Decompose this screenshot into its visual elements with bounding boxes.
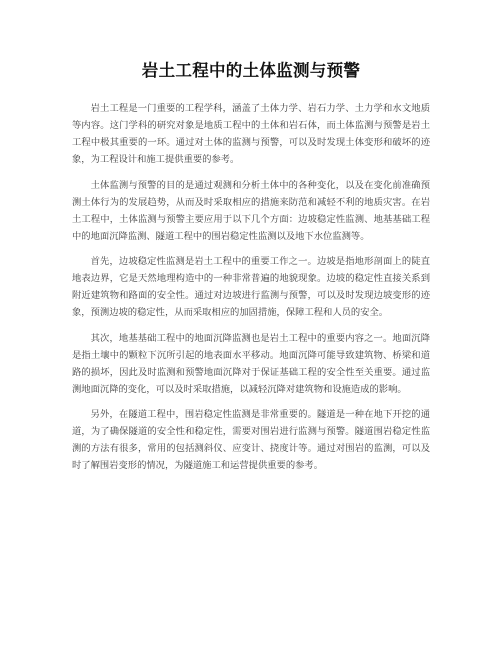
paragraph-5: 另外，在隧道工程中，围岩稳定性监测是非常重要的。隧道是一种在地下开挖的通道，为了确保隧道的安全性和稳定性，需要对围岩进行监测与预警。隧道围岩稳定性监测的方法有很多，常用的包括测斜仪、应变计、挠度计等。通过对围岩的监测，可以及时了解围岩变形的情况，为隧道施工和运营提供重要的参考。 xyxy=(72,409,430,471)
paragraph-1: 岩土工程是一门重要的工程学科，涵盖了土体力学、岩石力学、土力学和水文地质等内容。这门学科的研究对象是地质工程中的土体和岩石体，而土体监测与预警是岩土工程中极其重要的一环。通过对土体的监测与预警，可以及时发现土体变形和破坏的迹象，为工程设计和施工提供重要的参考。 xyxy=(72,103,430,165)
document-title: 岩土工程中的土体监测与预警 xyxy=(141,61,361,80)
paragraph-4: 其次，地基基础工程中的地面沉降监测也是岩土工程中的重要内容之一。地面沉降是指土壤中的颗粒下沉所引起的地表面水平移动。地面沉降可能导致建筑物、桥梁和道路的损坏，因此及时监测和预警地面沉降对于保证基础工程的安全性至关重要。通过监测地面沉降的变化，可以及时采取措施，以减轻沉降对建筑物和设施造成的影响。 xyxy=(72,332,430,395)
paragraph-3: 首先，边坡稳定性监测是岩土工程中的重要工作之一。边坡是指地形剖面上的陡直地表边界，它是天然地理构造中的一种非常普遍的地貌现象。边坡的稳定性直接关系到附近建筑物和路面的安全性。通过对边坡进行监测与预警，可以及时发现边坡变形的迹象，预测边坡的稳定性，从而采取相应的加固措施，保障工程和人员的安全。 xyxy=(72,256,430,318)
paragraph-2: 土体监测与预警的目的是通过观测和分析土体中的各种变化，以及在变化前准确预测土体行为的发展趋势，从而及时采取相应的措施来防范和减轻不利的地质灾害。在岩土工程中，土体监测与预警主要应用于以下几个方面：边坡稳定性监测、地基基础工程中的地面沉降监测、隧道工程中的围岩稳定性监测以及地下水位监测等。 xyxy=(72,179,430,242)
